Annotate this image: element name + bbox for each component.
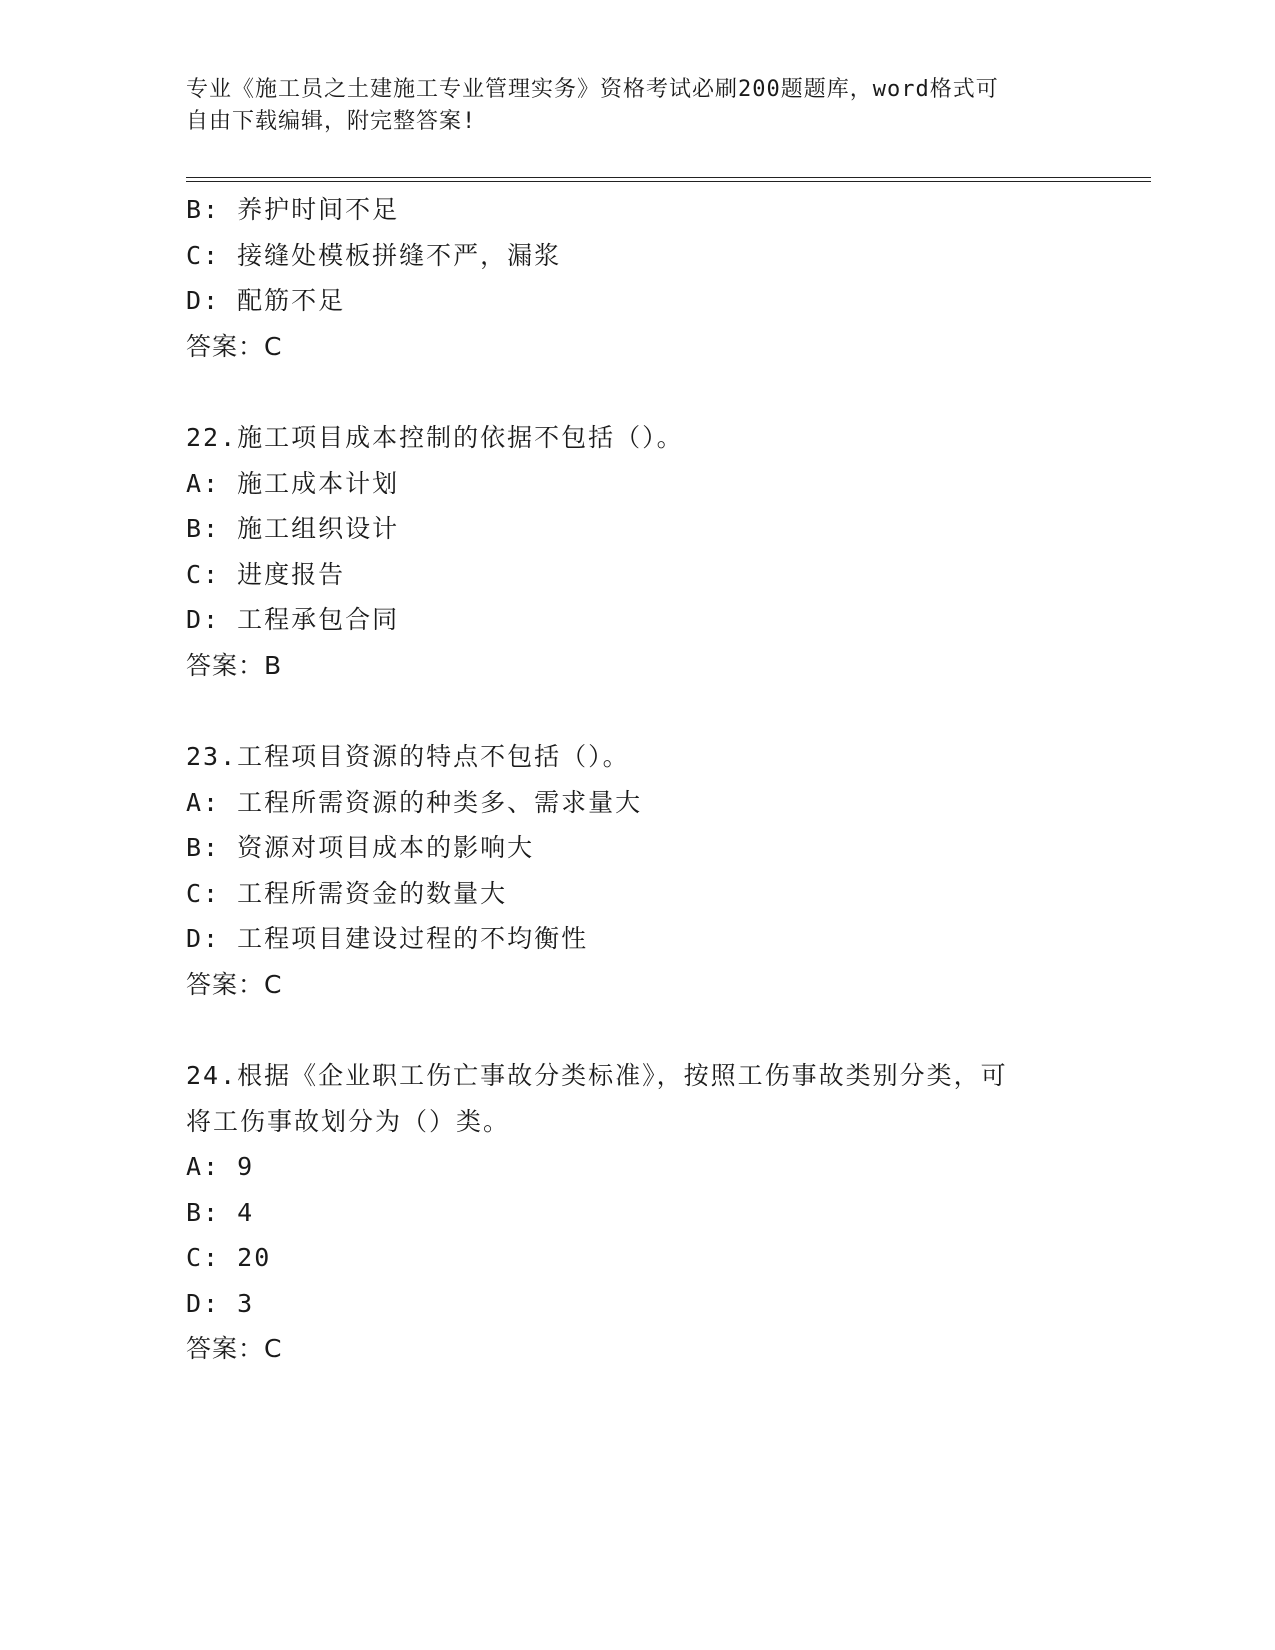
answer: 答案：C [186, 1334, 283, 1363]
answer: 答案：C [186, 331, 283, 361]
question-23 [186, 734, 1151, 1007]
answer: 答案：B [186, 650, 283, 680]
question-21-continued [186, 187, 1151, 369]
header-title-line-2: 自由下载编辑，附完整答案! [186, 109, 477, 134]
option-d: D: 3 [186, 1288, 255, 1318]
question-list [186, 187, 1151, 1372]
option-a: A: 施工成本计划 [186, 468, 400, 498]
document-header [186, 74, 1086, 138]
spacer [186, 369, 1151, 415]
question-stem-line-2: 将工伤事故划分为（）类。 [186, 1106, 511, 1136]
spacer [186, 688, 1151, 734]
option-b: B: 4 [186, 1197, 255, 1227]
option-c: C: 20 [186, 1243, 272, 1272]
question-stem: 23.工程项目资源的特点不包括（）。 [186, 742, 630, 771]
question-24 [186, 1053, 1151, 1372]
option-b: B: 养护时间不足 [186, 195, 400, 224]
question-22 [186, 415, 1151, 688]
option-c: C: 进度报告 [186, 559, 346, 589]
document-page [186, 0, 1151, 1650]
option-d: D: 工程项目建设过程的不均衡性 [186, 924, 589, 953]
option-a: A: 工程所需资源的种类多、需求量大 [186, 787, 643, 817]
option-b: B: 施工组织设计 [186, 514, 400, 543]
option-b: B: 资源对项目成本的影响大 [186, 833, 535, 862]
option-c: C: 工程所需资金的数量大 [186, 878, 508, 908]
header-title-line-1: 专业《施工员之土建施工专业管理实务》资格考试必刷200题题库，word格式可 [186, 77, 999, 102]
question-stem-line-1: 24.根据《企业职工伤亡事故分类标准》，按照工伤事故类别分类，可 [186, 1061, 1008, 1090]
option-d: D: 工程承包合同 [186, 605, 400, 634]
option-a: A: 9 [186, 1152, 255, 1181]
option-d: D: 配筋不足 [186, 286, 346, 315]
header-divider [186, 177, 1151, 182]
answer: 答案：C [186, 969, 283, 999]
spacer [186, 1007, 1151, 1053]
question-stem: 22.施工项目成本控制的依据不包括（）。 [186, 423, 684, 452]
option-c: C: 接缝处模板拼缝不严，漏浆 [186, 240, 562, 270]
